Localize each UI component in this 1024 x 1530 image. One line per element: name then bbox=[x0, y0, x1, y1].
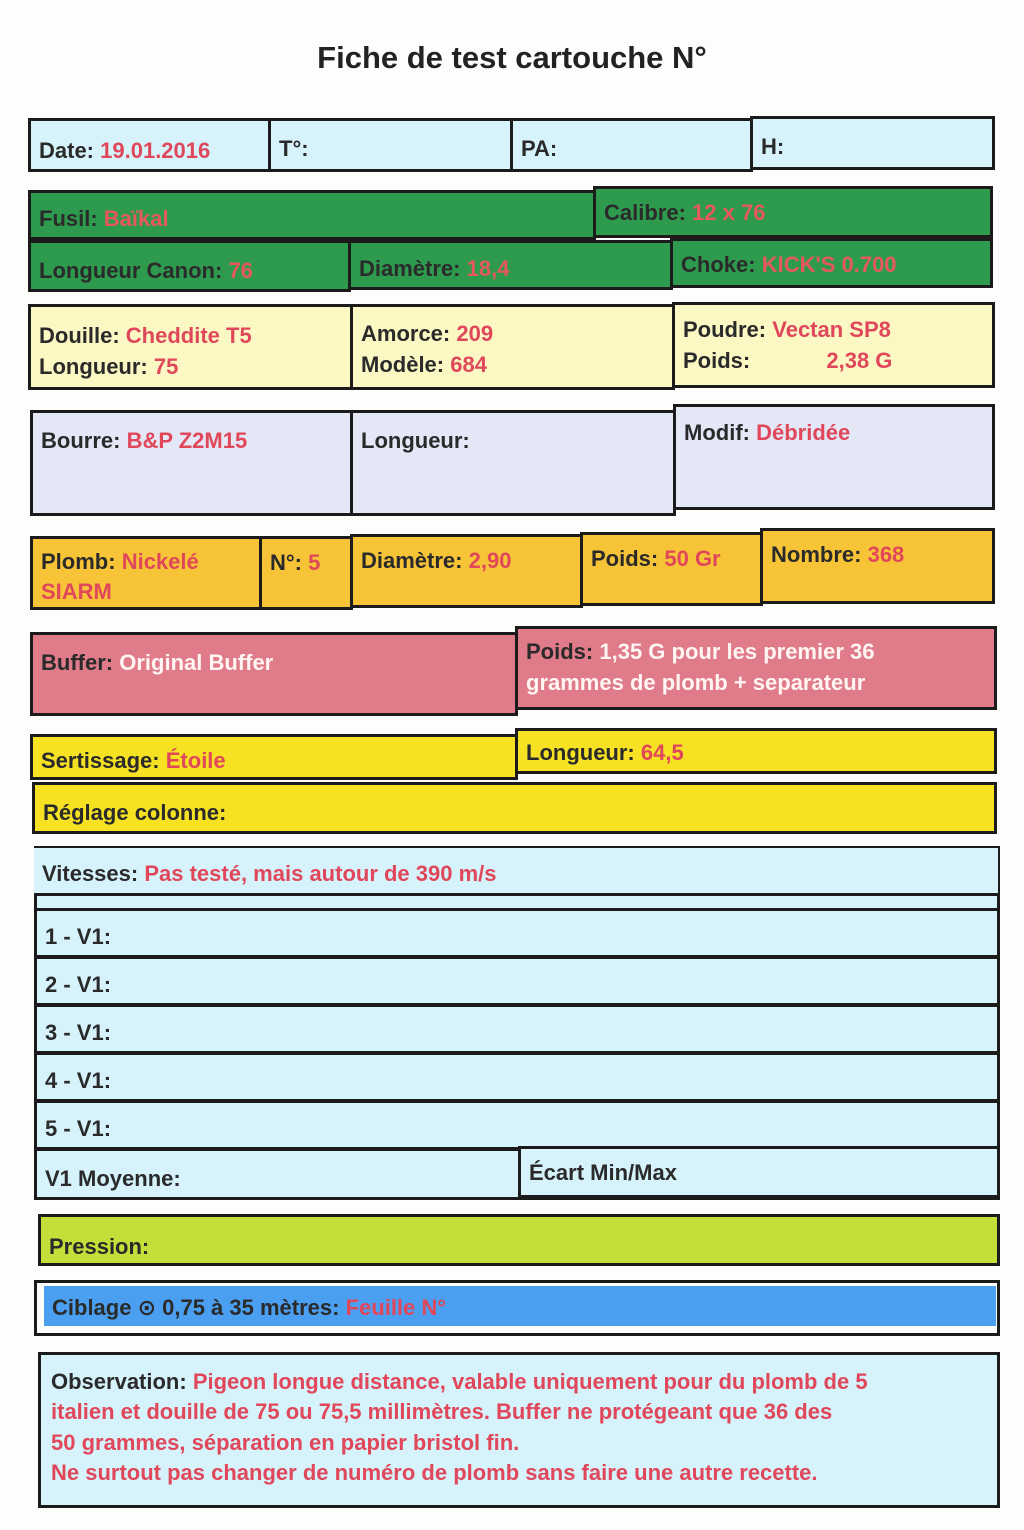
fusil-label: Fusil: bbox=[39, 206, 98, 231]
buffer-poids-value: 1,35 G pour les premier 36 bbox=[599, 639, 875, 664]
choke-cell[interactable] bbox=[670, 238, 993, 288]
sertissage-cell[interactable] bbox=[30, 734, 518, 780]
date-label: Date: bbox=[39, 138, 95, 163]
buffer-cell[interactable] bbox=[30, 632, 518, 716]
canon-label: Longueur Canon: bbox=[39, 258, 223, 283]
douille-longueur-value: 75 bbox=[153, 353, 179, 379]
pression-label: Pression: bbox=[49, 1234, 150, 1259]
v1-moyenne-label: V1 Moyenne: bbox=[45, 1166, 181, 1191]
sertissage-longueur-label: Longueur: bbox=[526, 740, 635, 765]
numero-cell[interactable] bbox=[259, 536, 353, 610]
calibre-value: 12 x 76 bbox=[692, 200, 766, 225]
fusil-cell[interactable] bbox=[28, 190, 596, 240]
douille-longueur-label: Longueur: bbox=[39, 353, 148, 379]
bourre-longueur-label: Longueur: bbox=[361, 428, 470, 453]
diametre-canon-value: 18,4 bbox=[466, 256, 510, 281]
v1-row-label: 2 - V1: bbox=[45, 972, 112, 997]
ciblage-cell[interactable] bbox=[44, 1286, 996, 1326]
ciblage-label: Ciblage ⊙ 0,75 à 35 mètres: bbox=[52, 1295, 340, 1320]
amorce-cell[interactable] bbox=[350, 304, 675, 390]
v1-moyenne-cell[interactable] bbox=[34, 1148, 521, 1200]
temperature-label: T°: bbox=[279, 136, 309, 161]
date-cell[interactable] bbox=[28, 118, 271, 172]
bourre-cell[interactable] bbox=[30, 410, 353, 516]
diametre-canon-label: Diamètre: bbox=[359, 256, 461, 281]
canon-cell[interactable] bbox=[28, 240, 351, 292]
ecart-label: Écart Min/Max bbox=[529, 1160, 677, 1185]
modif-cell[interactable] bbox=[673, 404, 995, 510]
amorce-value: 209 bbox=[456, 321, 494, 346]
vitesses-value: Pas testé, mais autour de 390 m/s bbox=[144, 861, 497, 886]
numero-value: 5 bbox=[308, 550, 321, 575]
h-cell[interactable] bbox=[750, 116, 995, 170]
plomb-poids-label: Poids: bbox=[591, 546, 659, 571]
sertissage-value: Étoile bbox=[165, 748, 226, 773]
poudre-poids-value: 2,38 G bbox=[826, 347, 893, 373]
diametre-canon-cell[interactable] bbox=[348, 240, 673, 290]
observation-line-2: italien et douille de 75 ou 75,5 millimètres. Buffer ne protégeant que 36 des bbox=[51, 1399, 833, 1425]
v1-row-4[interactable] bbox=[34, 1052, 1000, 1102]
v1-row-5[interactable] bbox=[34, 1100, 1000, 1150]
vitesses-cell[interactable] bbox=[34, 848, 998, 896]
modele-label: Modèle: bbox=[361, 351, 445, 377]
page-title: Fiche de test cartouche N° bbox=[317, 40, 707, 75]
calibre-cell[interactable] bbox=[593, 186, 993, 238]
numero-label: N°: bbox=[270, 550, 303, 575]
amorce-label: Amorce: bbox=[361, 321, 451, 346]
v1-row-1[interactable] bbox=[34, 908, 1000, 958]
poudre-cell[interactable] bbox=[672, 302, 995, 388]
v1-row-label: 5 - V1: bbox=[45, 1116, 112, 1141]
pa-label: PA: bbox=[521, 136, 558, 161]
douille-label: Douille: bbox=[39, 323, 120, 348]
bourre-longueur-cell[interactable] bbox=[350, 410, 676, 516]
temperature-cell[interactable] bbox=[268, 118, 513, 172]
h-label: H: bbox=[761, 134, 785, 159]
observation-line-3: 50 grammes, séparation en papier bristol fin. bbox=[51, 1429, 520, 1455]
observation-line-4: Ne surtout pas changer de numéro de plomb sans faire une autre recette. bbox=[51, 1460, 818, 1486]
v1-row-2[interactable] bbox=[34, 956, 1000, 1006]
observation-line-1: Pigeon longue distance, valable uniquement pour du plomb de 5 bbox=[192, 1369, 868, 1394]
v1-row-label: 3 - V1: bbox=[45, 1020, 112, 1045]
plomb-poids-cell[interactable] bbox=[580, 532, 763, 606]
choke-label: Choke: bbox=[681, 252, 756, 277]
pa-cell[interactable] bbox=[510, 118, 753, 172]
bourre-label: Bourre: bbox=[41, 428, 121, 453]
poudre-poids-label: Poids: bbox=[683, 347, 751, 373]
douille-value: Cheddite T5 bbox=[125, 323, 252, 348]
nombre-value: 368 bbox=[867, 542, 905, 567]
calibre-label: Calibre: bbox=[604, 200, 686, 225]
nombre-cell[interactable] bbox=[760, 528, 995, 604]
plomb-diametre-cell[interactable] bbox=[350, 534, 583, 608]
douille-cell[interactable] bbox=[28, 304, 353, 390]
reglage-colonne-label: Réglage colonne: bbox=[43, 800, 227, 825]
vitesses-label: Vitesses: bbox=[42, 861, 139, 886]
ecart-cell[interactable] bbox=[518, 1146, 1000, 1198]
modif-value: Débridée bbox=[756, 420, 851, 445]
pression-cell[interactable] bbox=[38, 1214, 1000, 1266]
plomb-diametre-value: 2,90 bbox=[468, 548, 512, 573]
observation-cell[interactable] bbox=[38, 1352, 1000, 1508]
nombre-label: Nombre: bbox=[771, 542, 862, 567]
poudre-value: Vectan SP8 bbox=[772, 317, 891, 342]
plomb-label: Plomb: bbox=[41, 549, 116, 574]
sertissage-longueur-value: 64,5 bbox=[640, 740, 684, 765]
plomb-poids-value: 50 Gr bbox=[664, 546, 721, 571]
plomb-cell[interactable] bbox=[30, 536, 262, 610]
v1-row-label: 1 - V1: bbox=[45, 924, 112, 949]
sertissage-longueur-cell[interactable] bbox=[515, 728, 997, 774]
fusil-value: Baïkal bbox=[103, 206, 169, 231]
ciblage-value: Feuille N° bbox=[345, 1295, 447, 1320]
poudre-label: Poudre: bbox=[683, 317, 767, 342]
bourre-value: B&P Z2M15 bbox=[126, 428, 248, 453]
reglage-colonne-cell[interactable] bbox=[32, 782, 997, 834]
date-value: 19.01.2016 bbox=[100, 138, 211, 163]
observation-label: Observation: bbox=[51, 1369, 187, 1394]
v1-row-3[interactable] bbox=[34, 1004, 1000, 1054]
modif-label: Modif: bbox=[684, 420, 750, 445]
canon-value: 76 bbox=[228, 258, 253, 283]
buffer-poids-label: Poids: bbox=[526, 639, 594, 664]
v1-row-label: 4 - V1: bbox=[45, 1068, 112, 1093]
buffer-poids-value-2: grammes de plomb + separateur bbox=[526, 669, 866, 695]
plomb-value-2: SIARM bbox=[41, 579, 112, 605]
buffer-label: Buffer: bbox=[41, 650, 114, 675]
choke-value: KICK'S 0.700 bbox=[761, 252, 897, 277]
buffer-value: Original Buffer bbox=[119, 650, 274, 675]
plomb-diametre-label: Diamètre: bbox=[361, 548, 463, 573]
modele-value: 684 bbox=[450, 351, 487, 377]
buffer-poids-cell[interactable] bbox=[515, 626, 997, 710]
plomb-value: Nickelé bbox=[121, 549, 199, 574]
sertissage-label: Sertissage: bbox=[41, 748, 160, 773]
